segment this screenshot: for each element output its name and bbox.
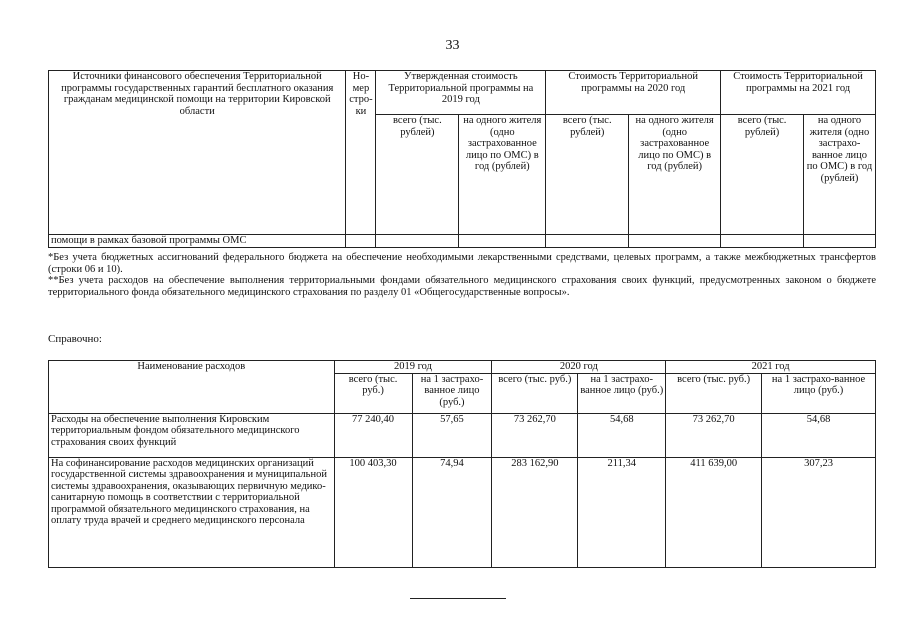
header-source: Источники финансового обеспечения Территориальной программы государственных гарантий бесплатного оказания гражданам медицинской помощи на территории Кировской области: [49, 71, 346, 235]
value-2020-per: 211,34: [578, 457, 666, 567]
value-2021-per: 307,23: [762, 457, 876, 567]
value-2021-total: 73 262,70: [666, 413, 762, 457]
value-2019-per: 57,65: [412, 413, 492, 457]
row-label: помощи в рамках базовой программы ОМС: [49, 235, 346, 248]
header-per-insured: на 1 застрахо-ванное лицо (руб.): [762, 373, 876, 413]
header-total: всего (тыс. руб.): [666, 373, 762, 413]
value-2021-total: 411 639,00: [666, 457, 762, 567]
value-2020-total: 283 162,90: [492, 457, 578, 567]
header-row-number: Но-мер стро-ки: [346, 71, 376, 235]
value-2019-total: 100 403,30: [334, 457, 412, 567]
program-cost-table: [48, 70, 876, 248]
table-row: [49, 413, 876, 457]
header-2021: Стоимость Территориальной программы на 2021 год: [721, 71, 876, 115]
table-row: [49, 457, 876, 567]
header-name: Наименование расходов: [49, 361, 335, 414]
header-year-2020: 2020 год: [492, 361, 666, 374]
page-number: 33: [445, 38, 460, 53]
footnotes: [48, 252, 876, 298]
value-2019-total: 77 240,40: [334, 413, 412, 457]
header-total-2019: всего (тыс. рублей): [376, 115, 459, 235]
value-2019-per: 74,94: [412, 457, 492, 567]
footnote-2: **Без учета расходов на обеспечение выполнения территориальными фондами обязательного медицинского страхования своих функций, предусмотренных законом о бюджете территориального фонда обязательного медицинского страхования по разделу 01 «Общегосударственные вопросы».: [48, 275, 876, 298]
reference-table: [48, 360, 876, 568]
value-2021-per: 54,68: [762, 413, 876, 457]
header-total: всего (тыс. руб.): [334, 373, 412, 413]
value-2020-per: 54,68: [578, 413, 666, 457]
header-total-2021: всего (тыс. рублей): [721, 115, 804, 235]
footnote-1: *Без учета бюджетных ассигнований федерального бюджета на обеспечение необходимыми лекарственными средствами, целевых программ, а также межбюджетных трансфертов (строки 06 и 10).: [48, 252, 876, 275]
empty-cell: [346, 235, 376, 248]
header-2019: Утвержденная стоимость Территориальной программы на 2019 год: [376, 71, 546, 115]
empty-cell: [546, 235, 629, 248]
header-per-capita-2019: на одного жителя (одно застрахованное лицо по ОМС) в год (рублей): [459, 115, 546, 235]
end-rule: [410, 598, 506, 599]
empty-cell: [629, 235, 721, 248]
empty-cell: [721, 235, 804, 248]
empty-cell: [459, 235, 546, 248]
header-per-capita-2021: на одного жителя (одно застрахо-ванное лицо по ОМС) в год (рублей): [804, 115, 876, 235]
header-year-2019: 2019 год: [334, 361, 492, 374]
row-name: Расходы на обеспечение выполнения Кировским территориальным фондом обязательного медицинского страхования своих функций: [49, 413, 335, 457]
header-total-2020: всего (тыс. рублей): [546, 115, 629, 235]
header-per-capita-2020: на одного жителя (одно застрахованное лицо по ОМС) в год (рублей): [629, 115, 721, 235]
header-per-insured: на 1 застрахо-ванное лицо (руб.): [578, 373, 666, 413]
header-year-2021: 2021 год: [666, 361, 876, 374]
reference-label: Справочно:: [48, 333, 102, 345]
empty-cell: [376, 235, 459, 248]
empty-cell: [804, 235, 876, 248]
row-name: На софинансирование расходов медицинских организаций государственной системы здравоохранения и муниципальной системы здравоохранения, оказывающих первичную медико-санитарную помощь в соответствии с территориальной программой обязательного медицинского страхования, на оплату труда врачей и среднего медицинского персонала: [49, 457, 335, 567]
header-per-insured: на 1 застрахо-ванное лицо (руб.): [412, 373, 492, 413]
header-total: всего (тыс. руб.): [492, 373, 578, 413]
header-2020: Стоимость Территориальной программы на 2020 год: [546, 71, 721, 115]
value-2020-total: 73 262,70: [492, 413, 578, 457]
